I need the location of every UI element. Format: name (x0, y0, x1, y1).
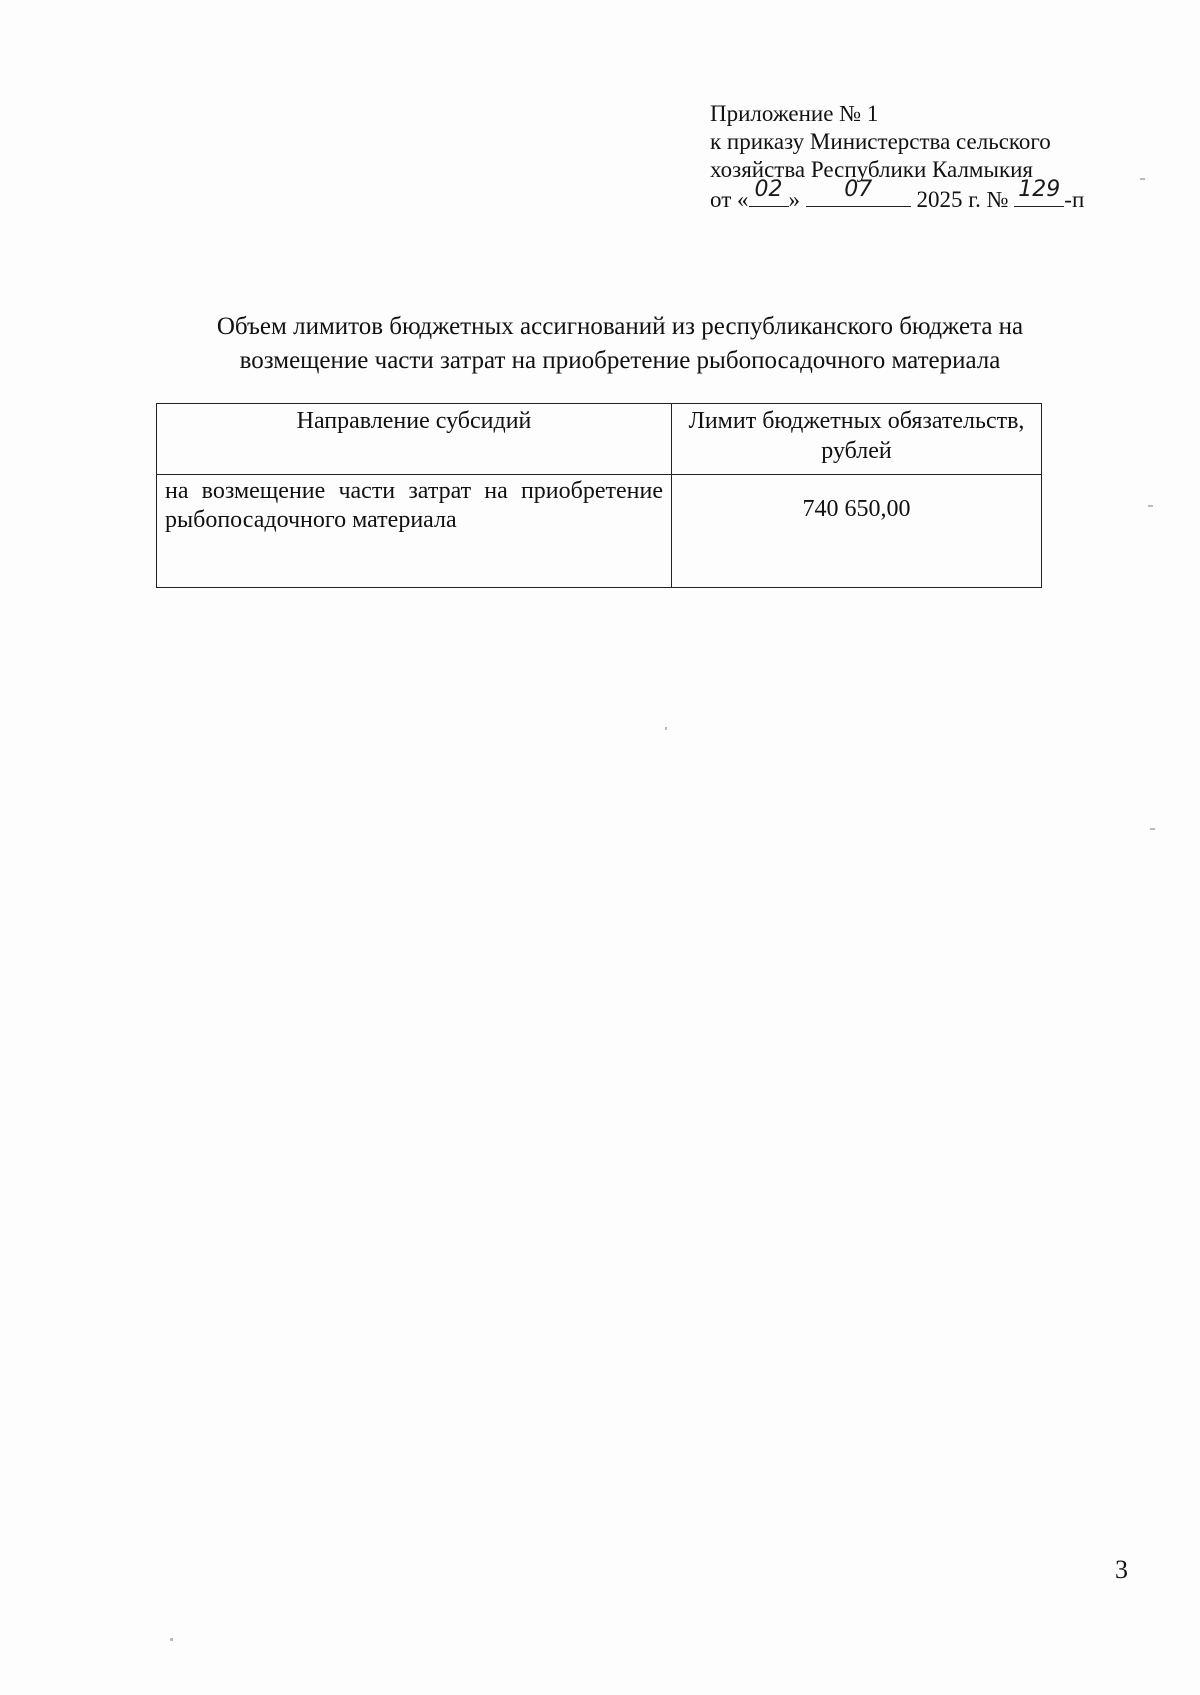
document-title-line-2: возмещение части затрат на приобретение рыбопосадочного материала (239, 347, 1001, 374)
header-direction: Направление субсидий (157, 404, 672, 475)
scan-speck (665, 727, 667, 730)
appendix-title: Приложение № 1 (710, 101, 879, 126)
date-month-blank (806, 177, 911, 207)
budget-limits-table (156, 403, 1042, 588)
page-number: 3 (1115, 1555, 1128, 1584)
order-number-blank (1014, 177, 1064, 207)
appendix-header (710, 100, 1130, 214)
table-row (157, 475, 1042, 588)
date-year: 2025 г. № (916, 187, 1009, 212)
order-suffix: -п (1064, 187, 1085, 212)
date-day-blank (749, 177, 789, 207)
order-number-handwritten: 129 (1018, 177, 1061, 202)
date-prefix: от « (710, 187, 749, 212)
date-month-handwritten: 07 (844, 177, 873, 202)
row-direction: на возмещение части затрат на приобретение рыбопосадочного материала (157, 475, 672, 588)
date-mid: » (788, 187, 800, 212)
appendix-date-line (710, 177, 1130, 214)
scan-speck (170, 1638, 173, 1641)
date-day-handwritten: 02 (754, 177, 783, 202)
scan-speck (1148, 505, 1153, 507)
appendix-order-ref: к приказу Министерства сельского (710, 129, 1051, 154)
document-title-line-1: Объем лимитов бюджетных ассигнований из республиканского бюджета на (216, 313, 1024, 340)
row-limit-amount: 740 650,00 (672, 475, 1042, 588)
document-title (120, 310, 1120, 378)
table-header-row (157, 404, 1042, 475)
header-limit: Лимит бюджетных обязательств, рублей (672, 404, 1042, 475)
scan-speck (1150, 828, 1155, 830)
scan-speck (1140, 178, 1145, 180)
appendix-ministry: хозяйства Республики Калмыкия (710, 157, 1033, 182)
